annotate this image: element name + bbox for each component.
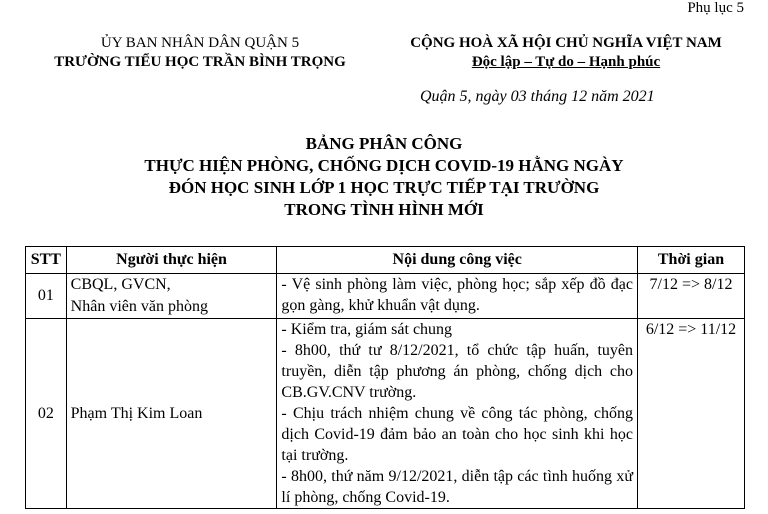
person-cell xyxy=(66,274,277,319)
table-row xyxy=(26,274,745,319)
person-line: CBQL, GVCN, xyxy=(70,276,171,293)
title-line: THỰC HIỆN PHÒNG, CHỐNG DỊCH COVID-19 HẰNG NGÀY xyxy=(144,156,624,175)
national-motto: Độc lập – Tự do – Hạnh phúc xyxy=(471,54,661,70)
task-cell xyxy=(277,274,638,319)
national-title: CỘNG HOÀ XÃ HỘI CHỦ NGHĨA VIỆT NAM xyxy=(410,35,722,51)
column-header-task: Nội dung công việc xyxy=(277,247,638,274)
task-item: - Vệ sinh phòng làm việc, phòng học; sắp xếp đồ đạc gọn gàng, khử khuẩn vật dụng. xyxy=(281,276,633,314)
title-line: BẢNG PHÂN CÔNG xyxy=(305,134,463,153)
task-item: - 8h00, thứ tư 8/12/2021, tổ chức tập huấn, tuyên truyền, diễn tập phương án phòng, chống dịch cho CB.GV.CNV trường. xyxy=(281,342,633,401)
column-header-time: Thời gian xyxy=(637,247,744,274)
time-cell: 6/12 => 11/12 xyxy=(637,319,744,509)
column-header-stt: STT xyxy=(26,247,67,274)
appendix-label: Phụ lục 5 xyxy=(687,0,744,16)
header-left xyxy=(30,34,370,72)
title-line: ĐÓN HỌC SINH LỚP 1 HỌC TRỰC TIẾP TẠI TRƯỜNG xyxy=(168,178,600,197)
task-item: - Chịu trách nhiệm chung về công tác phòng, chống dịch Covid-19 đảm bảo an toàn cho học sinh khi học tại trường. xyxy=(281,405,633,464)
table-header-row xyxy=(26,247,745,274)
document-title xyxy=(0,133,768,221)
row-number: 01 xyxy=(26,274,67,319)
task-cell xyxy=(277,319,638,509)
header-right xyxy=(390,34,742,72)
person-cell xyxy=(66,319,277,509)
time-cell: 7/12 => 8/12 xyxy=(637,274,744,319)
assignment-table xyxy=(25,246,745,509)
person-line: Phạm Thị Kim Loan xyxy=(70,404,203,422)
district-committee: ỦY BAN NHÂN DÂN QUẬN 5 xyxy=(100,35,300,51)
school-name: TRƯỜNG TIỂU HỌC TRẦN BÌNH TRỌNG xyxy=(54,54,346,70)
document-date: Quận 5, ngày 03 tháng 12 năm 2021 xyxy=(420,88,655,105)
column-header-person: Người thực hiện xyxy=(66,247,277,274)
title-line: TRONG TÌNH HÌNH MỚI xyxy=(284,200,484,219)
row-number: 02 xyxy=(26,319,67,509)
person-line: Nhân viên văn phòng xyxy=(70,298,208,315)
task-item: - Kiểm tra, giám sát chung xyxy=(281,321,453,338)
task-item: - 8h00, thứ năm 9/12/2021, diễn tập các tình huống xử lí phòng, chống Covid-19. xyxy=(281,468,633,506)
table-row xyxy=(26,319,745,509)
